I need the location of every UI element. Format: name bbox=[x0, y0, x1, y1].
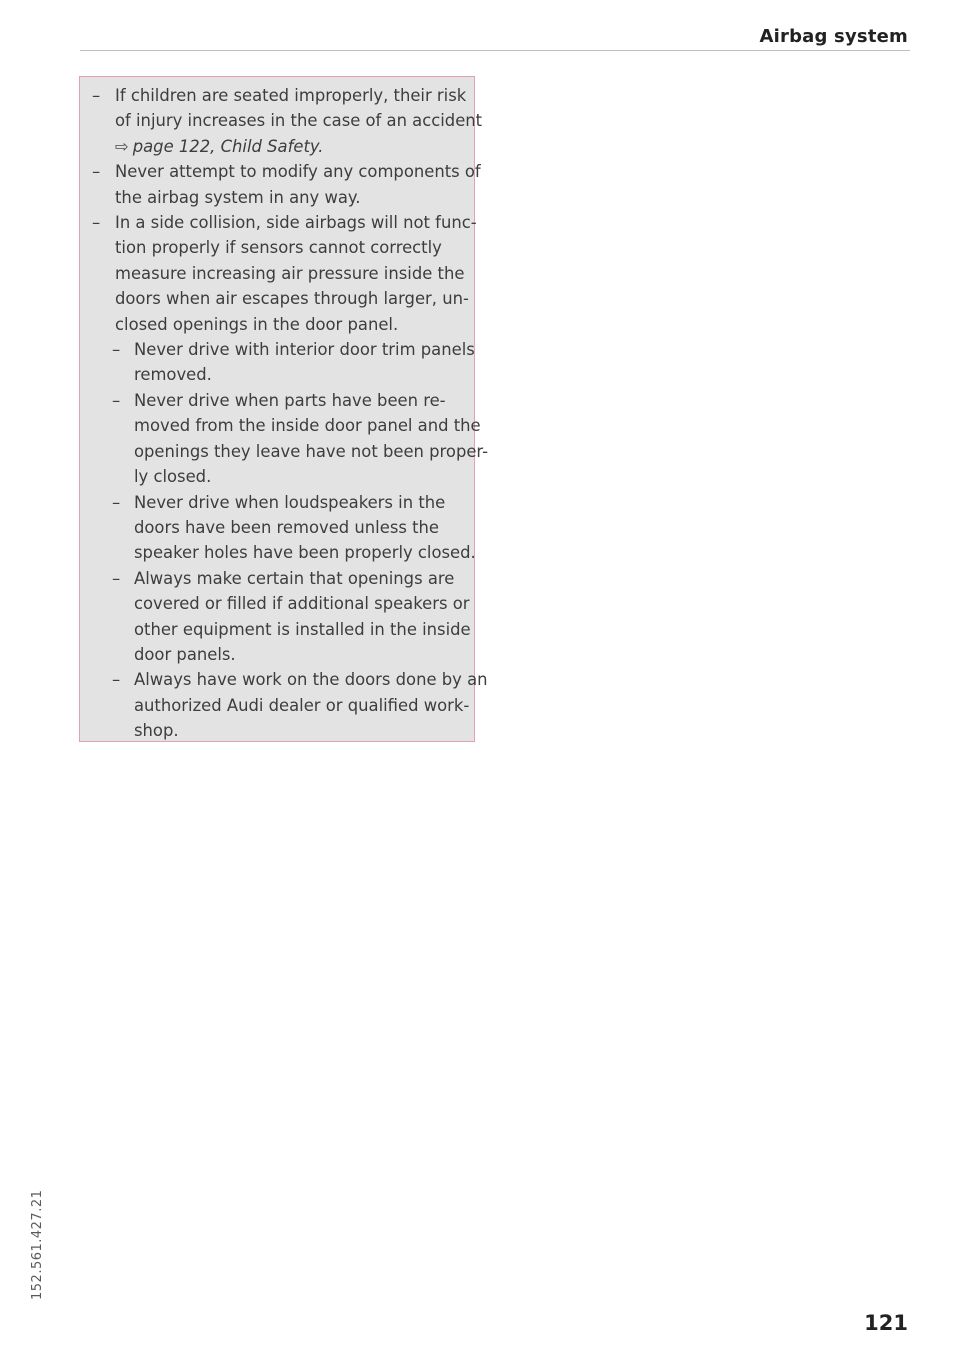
warning-line: removed. bbox=[134, 365, 212, 385]
arrow-right-icon: ⇨ bbox=[115, 136, 129, 156]
warning-line: of injury increases in the case of an accident bbox=[115, 111, 483, 131]
bullet-dash: – bbox=[112, 568, 121, 588]
bullet-dash: – bbox=[92, 162, 101, 182]
warning-line: Never drive when parts have been re- bbox=[134, 390, 446, 410]
bullet-dash: – bbox=[112, 340, 121, 360]
page-title: Airbag system bbox=[759, 26, 908, 47]
warning-line: moved from the inside door panel and the bbox=[134, 416, 481, 436]
warning-line: In a side collision, side airbags will not func- bbox=[115, 213, 477, 233]
warning-line: other equipment is installed in the inside bbox=[134, 619, 471, 639]
warning-line: authorized Audi dealer or qualified work- bbox=[134, 695, 470, 715]
cross-reference-text: page 122, Child Safety. bbox=[132, 136, 324, 156]
document-code: 152.561.427.21 bbox=[30, 1189, 45, 1300]
warning-line: shop. bbox=[134, 721, 179, 741]
bullet-dash: – bbox=[112, 492, 121, 512]
warning-subitem-parts-removed bbox=[92, 388, 489, 490]
header-rule bbox=[80, 50, 910, 51]
warning-line: speaker holes have been properly closed. bbox=[134, 543, 476, 563]
warning-line: covered or filled if additional speakers or bbox=[134, 594, 470, 614]
warning-line: Always make certain that openings are bbox=[134, 568, 455, 588]
warning-subitem-dealer-work bbox=[92, 667, 488, 743]
warning-line: Never drive when loudspeakers in the bbox=[134, 492, 446, 512]
warning-line: closed openings in the door panel. bbox=[115, 314, 399, 334]
warning-subitem-trim-panels bbox=[92, 337, 475, 388]
bullet-dash: – bbox=[112, 390, 121, 410]
warning-line: openings they leave have not been proper- bbox=[134, 441, 489, 461]
warning-line: doors have been removed unless the bbox=[134, 517, 440, 537]
cross-reference-link[interactable] bbox=[115, 134, 464, 159]
warning-line: the airbag system in any way. bbox=[115, 187, 361, 207]
bullet-dash: – bbox=[112, 670, 121, 690]
warning-line: Never attempt to modify any components of bbox=[115, 162, 481, 182]
warning-line: doors when air escapes through larger, un- bbox=[115, 289, 469, 309]
page-number: 121 bbox=[864, 1311, 908, 1335]
warning-item-children bbox=[92, 83, 483, 159]
warning-line: Always have work on the doors done by an bbox=[134, 670, 488, 690]
warning-item-side-collision bbox=[92, 210, 477, 337]
warning-line: Never drive with interior door trim panels bbox=[134, 340, 475, 360]
warning-subitem-loudspeakers bbox=[92, 490, 476, 566]
warning-box bbox=[79, 76, 489, 742]
warning-subitem-openings bbox=[92, 566, 471, 668]
warning-line: measure increasing air pressure inside the bbox=[115, 263, 465, 283]
warning-line: tion properly if sensors cannot correctly bbox=[115, 238, 442, 258]
warning-line: ly closed. bbox=[134, 467, 212, 487]
bullet-dash: – bbox=[92, 213, 101, 233]
warning-line: door panels. bbox=[134, 644, 236, 664]
bullet-dash: – bbox=[92, 86, 101, 105]
warning-item-modify bbox=[92, 159, 481, 210]
warning-line: If children are seated improperly, their risk bbox=[115, 86, 467, 105]
